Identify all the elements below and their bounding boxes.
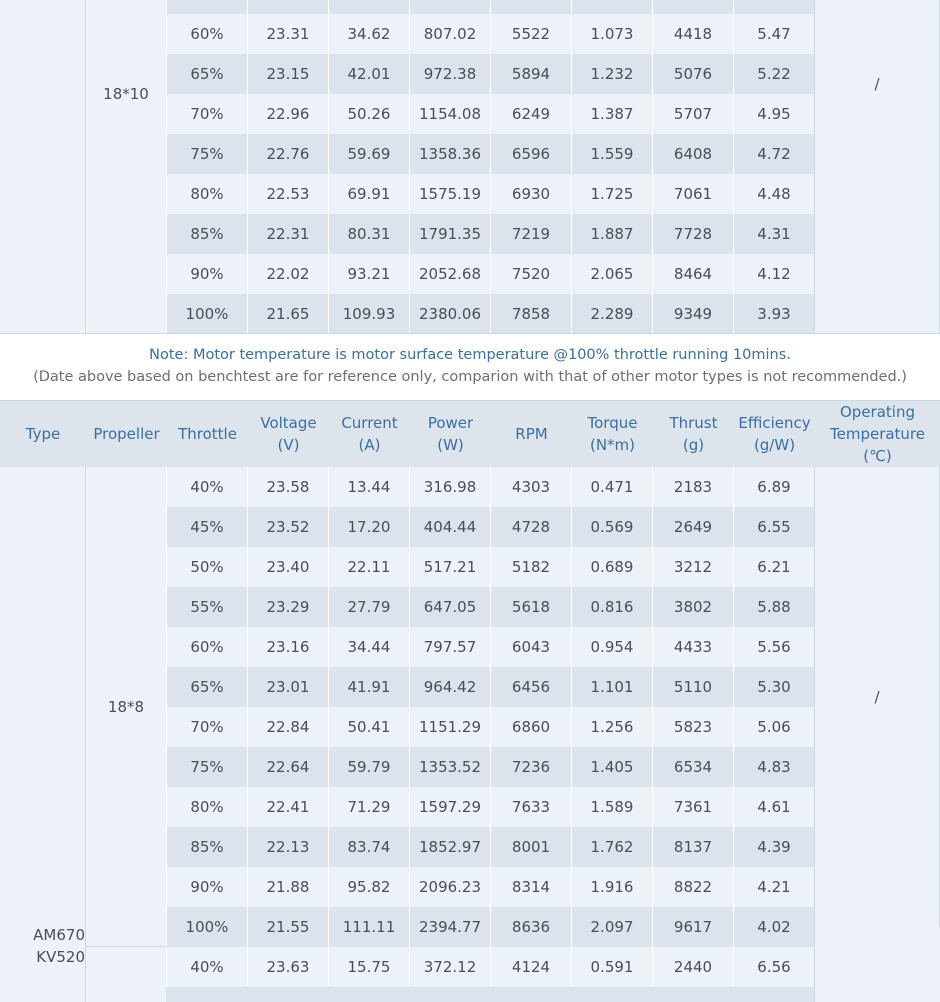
column-header-11 [815, 400, 940, 467]
column-header-text: Propeller [93, 424, 160, 443]
throttle-cell: 85% [166, 827, 247, 867]
rpm-cell: 8314 [490, 867, 571, 907]
throttle-cell: 45% [166, 507, 247, 547]
column-header-text: Power [427, 413, 474, 432]
efficiency-cell: 4.61 [733, 787, 814, 827]
rpm-cell: 6860 [490, 707, 571, 747]
thrust-cell: 5823 [652, 707, 733, 747]
efficiency-cell: 5.22 [733, 54, 814, 94]
current-cell: 42.01 [328, 54, 409, 94]
thrust-cell: 8137 [652, 827, 733, 867]
current-cell: 22.11 [328, 547, 409, 587]
column-header-text: Temperature [829, 424, 926, 443]
current-cell: 15.75 [328, 947, 409, 987]
rpm-cell: 8001 [490, 827, 571, 867]
power-cell: 797.57 [409, 627, 490, 667]
voltage-cell: 23.16 [247, 627, 328, 667]
column-header-7 [491, 400, 572, 467]
power-cell: 964.42 [409, 667, 490, 707]
voltage-cell: 22.84 [247, 707, 328, 747]
efficiency-cell: 4.83 [733, 747, 814, 787]
throttle-cell: 70% [166, 94, 247, 134]
column-header-text: Torque [587, 413, 638, 432]
voltage-cell: 22.76 [247, 134, 328, 174]
efficiency-cell: 6.89 [733, 467, 814, 507]
propeller-cell-bottom: 18*8 [85, 467, 167, 947]
column-header-text: Thrust [669, 413, 718, 432]
efficiency-cell: 4.02 [733, 907, 814, 947]
throttle-cell: 85% [166, 214, 247, 254]
column-header-text: Throttle [178, 424, 237, 443]
throttle-cell: 90% [166, 867, 247, 907]
voltage-cell: 21.55 [247, 907, 328, 947]
current-cell: 95.82 [328, 867, 409, 907]
torque-cell: 1.232 [571, 54, 652, 94]
column-header-text: Voltage [260, 413, 317, 432]
throttle-cell: 90% [166, 254, 247, 294]
type-cell [0, 467, 86, 1002]
current-cell: 50.41 [328, 707, 409, 747]
voltage-cell: 22.64 [247, 747, 328, 787]
column-header-9 [653, 400, 734, 467]
power-cell: 316.98 [409, 467, 490, 507]
thrust-cell: 6408 [652, 134, 733, 174]
column-header-5 [329, 400, 410, 467]
throttle-cell: 65% [166, 54, 247, 94]
power-cell: 372.12 [409, 947, 490, 987]
power-cell: 2052.68 [409, 254, 490, 294]
current-cell: 50.26 [328, 94, 409, 134]
voltage-cell: 23.40 [247, 547, 328, 587]
power-cell: 2394.77 [409, 907, 490, 947]
thrust-cell: 8464 [652, 254, 733, 294]
column-header-text: (V) [277, 435, 300, 454]
efficiency-cell: 4.48 [733, 174, 814, 214]
disclaimer-line: (Date above based on benchtest are for reference only, comparion with that of other motor types is not recommended.) [33, 369, 907, 385]
power-cell: 647.05 [409, 587, 490, 627]
column-header-text: (g/W) [753, 435, 796, 454]
rpm-cell: 8636 [490, 907, 571, 947]
column-header-text: (W) [437, 435, 464, 454]
torque-cell: 2.289 [571, 294, 652, 334]
current-cell: 69.91 [328, 174, 409, 214]
efficiency-cell: 6.55 [733, 507, 814, 547]
current-cell: 83.74 [328, 827, 409, 867]
throttle-cell: 80% [166, 174, 247, 214]
efficiency-cell: 5.30 [733, 667, 814, 707]
power-cell: 807.02 [409, 14, 490, 54]
torque-cell: 1.073 [571, 14, 652, 54]
efficiency-cell: 5.06 [733, 707, 814, 747]
thrust-cell: 2183 [652, 467, 733, 507]
column-header-4 [248, 400, 329, 467]
column-header-text: RPM [515, 424, 548, 443]
current-cell: 111.11 [328, 907, 409, 947]
current-cell: 71.29 [328, 787, 409, 827]
current-cell: 41.91 [328, 667, 409, 707]
column-header-10 [734, 400, 815, 467]
rpm-cell: 5522 [490, 14, 571, 54]
efficiency-cell: 5.47 [733, 14, 814, 54]
thrust-cell: 2649 [652, 507, 733, 547]
rpm-cell: 5894 [490, 54, 571, 94]
note-area [0, 334, 940, 400]
voltage-cell: 22.96 [247, 94, 328, 134]
rpm-cell: 5182 [490, 547, 571, 587]
throttle-cell: 60% [166, 14, 247, 54]
voltage-cell: 23.31 [247, 14, 328, 54]
table-row-partial [166, 987, 814, 1002]
thrust-cell: 5076 [652, 54, 733, 94]
thrust-cell: 9349 [652, 294, 733, 334]
efficiency-cell: 4.31 [733, 214, 814, 254]
efficiency-cell: 3.93 [733, 294, 814, 334]
rpm-cell: 6249 [490, 94, 571, 134]
power-cell: 1597.29 [409, 787, 490, 827]
throttle-cell: 40% [166, 467, 247, 507]
efficiency-cell: 5.88 [733, 587, 814, 627]
column-header-text: Current [341, 413, 398, 432]
voltage-cell: 23.15 [247, 54, 328, 94]
current-cell: 34.62 [328, 14, 409, 54]
column-header-text: (℃) [863, 446, 892, 465]
column-header-text: (N*m) [589, 435, 636, 454]
efficiency-cell: 4.21 [733, 867, 814, 907]
throttle-cell: 65% [166, 667, 247, 707]
column-header-1 [0, 400, 86, 467]
thrust-cell: 7061 [652, 174, 733, 214]
rpm-cell: 7236 [490, 747, 571, 787]
torque-cell: 1.559 [571, 134, 652, 174]
thrust-cell: 2440 [652, 947, 733, 987]
thrust-cell: 5707 [652, 94, 733, 134]
current-cell: 93.21 [328, 254, 409, 294]
power-cell: 1151.29 [409, 707, 490, 747]
throttle-cell: 70% [166, 707, 247, 747]
throttle-cell: 100% [166, 907, 247, 947]
column-header-text: Efficiency [738, 413, 811, 432]
rpm-cell: 6930 [490, 174, 571, 214]
voltage-cell: 22.53 [247, 174, 328, 214]
thrust-cell: 5110 [652, 667, 733, 707]
torque-cell: 0.569 [571, 507, 652, 547]
column-header-2 [86, 400, 167, 467]
voltage-cell: 23.01 [247, 667, 328, 707]
torque-cell: 0.591 [571, 947, 652, 987]
current-cell: 27.79 [328, 587, 409, 627]
voltage-cell: 23.58 [247, 467, 328, 507]
power-cell: 972.38 [409, 54, 490, 94]
power-cell: 1358.36 [409, 134, 490, 174]
rpm-cell: 4728 [490, 507, 571, 547]
throttle-cell: 55% [166, 587, 247, 627]
voltage-cell: 22.02 [247, 254, 328, 294]
efficiency-cell: 5.56 [733, 627, 814, 667]
throttle-cell: 75% [166, 134, 247, 174]
power-cell: 2096.23 [409, 867, 490, 907]
column-header-text: Operating [840, 402, 915, 421]
torque-cell: 1.916 [571, 867, 652, 907]
thrust-cell: 7361 [652, 787, 733, 827]
rpm-cell: 7633 [490, 787, 571, 827]
torque-cell: 2.065 [571, 254, 652, 294]
rpm-cell: 6596 [490, 134, 571, 174]
efficiency-cell: 4.95 [733, 94, 814, 134]
rpm-cell: 6456 [490, 667, 571, 707]
efficiency-cell: 4.12 [733, 254, 814, 294]
efficiency-cell: 6.56 [733, 947, 814, 987]
throttle-cell: 50% [166, 547, 247, 587]
rpm-cell: 4124 [490, 947, 571, 987]
current-cell: 80.31 [328, 214, 409, 254]
voltage-cell: 23.29 [247, 587, 328, 627]
throttle-cell: 75% [166, 747, 247, 787]
torque-cell: 1.101 [571, 667, 652, 707]
power-cell: 2380.06 [409, 294, 490, 334]
torque-cell: 1.762 [571, 827, 652, 867]
voltage-cell: 22.13 [247, 827, 328, 867]
column-header-8 [572, 400, 653, 467]
temperature-cell-top: / [814, 0, 940, 334]
torque-cell: 1.405 [571, 747, 652, 787]
efficiency-cell: 4.39 [733, 827, 814, 867]
column-header-text: (A) [358, 435, 381, 454]
rpm-cell: 4303 [490, 467, 571, 507]
torque-cell: 1.589 [571, 787, 652, 827]
voltage-cell: 21.65 [247, 294, 328, 334]
torque-cell: 1.887 [571, 214, 652, 254]
torque-cell: 0.816 [571, 587, 652, 627]
thrust-cell: 6534 [652, 747, 733, 787]
propeller-cell-top: 18*10 [85, 0, 167, 334]
power-cell: 1575.19 [409, 174, 490, 214]
thrust-cell: 7728 [652, 214, 733, 254]
power-cell: 1852.97 [409, 827, 490, 867]
torque-cell: 0.471 [571, 467, 652, 507]
torque-cell: 1.725 [571, 174, 652, 214]
power-cell: 1353.52 [409, 747, 490, 787]
throttle-cell: 100% [166, 294, 247, 334]
column-header-6 [410, 400, 491, 467]
current-cell: 17.20 [328, 507, 409, 547]
column-header-text: (g) [682, 435, 705, 454]
throttle-cell: 60% [166, 627, 247, 667]
current-cell: 13.44 [328, 467, 409, 507]
current-cell: 109.93 [328, 294, 409, 334]
rpm-cell: 5618 [490, 587, 571, 627]
temperature-cell-next [814, 927, 940, 1002]
type-kv: KV520 [36, 948, 85, 966]
column-header-3 [167, 400, 248, 467]
propeller-cell-next [85, 947, 167, 1002]
torque-cell: 0.689 [571, 547, 652, 587]
type-column-top [0, 0, 86, 334]
column-header-text: Type [25, 424, 61, 443]
thrust-cell: 8822 [652, 867, 733, 907]
rpm-cell: 7219 [490, 214, 571, 254]
type-name: AM670 [33, 926, 85, 944]
throttle-cell: 40% [166, 947, 247, 987]
current-cell: 34.44 [328, 627, 409, 667]
torque-cell: 2.097 [571, 907, 652, 947]
current-cell: 59.79 [328, 747, 409, 787]
rpm-cell: 7858 [490, 294, 571, 334]
power-cell: 517.21 [409, 547, 490, 587]
torque-cell: 1.256 [571, 707, 652, 747]
torque-cell: 1.387 [571, 94, 652, 134]
thrust-cell: 4418 [652, 14, 733, 54]
thrust-cell: 4433 [652, 627, 733, 667]
thrust-cell: 3212 [652, 547, 733, 587]
voltage-cell: 22.41 [247, 787, 328, 827]
thrust-cell: 3802 [652, 587, 733, 627]
note-line: Note: Motor temperature is motor surface temperature @100% throttle running 10mins. [149, 347, 791, 363]
efficiency-cell: 6.21 [733, 547, 814, 587]
voltage-cell: 23.52 [247, 507, 328, 547]
rpm-cell: 6043 [490, 627, 571, 667]
thrust-cell: 9617 [652, 907, 733, 947]
torque-cell: 0.954 [571, 627, 652, 667]
voltage-cell: 23.63 [247, 947, 328, 987]
power-cell: 404.44 [409, 507, 490, 547]
voltage-cell: 21.88 [247, 867, 328, 907]
power-cell: 1791.35 [409, 214, 490, 254]
temperature-cell-bottom: / [814, 467, 940, 927]
power-cell: 1154.08 [409, 94, 490, 134]
voltage-cell: 22.31 [247, 214, 328, 254]
rpm-cell: 7520 [490, 254, 571, 294]
current-cell: 59.69 [328, 134, 409, 174]
efficiency-cell: 4.72 [733, 134, 814, 174]
throttle-cell: 80% [166, 787, 247, 827]
